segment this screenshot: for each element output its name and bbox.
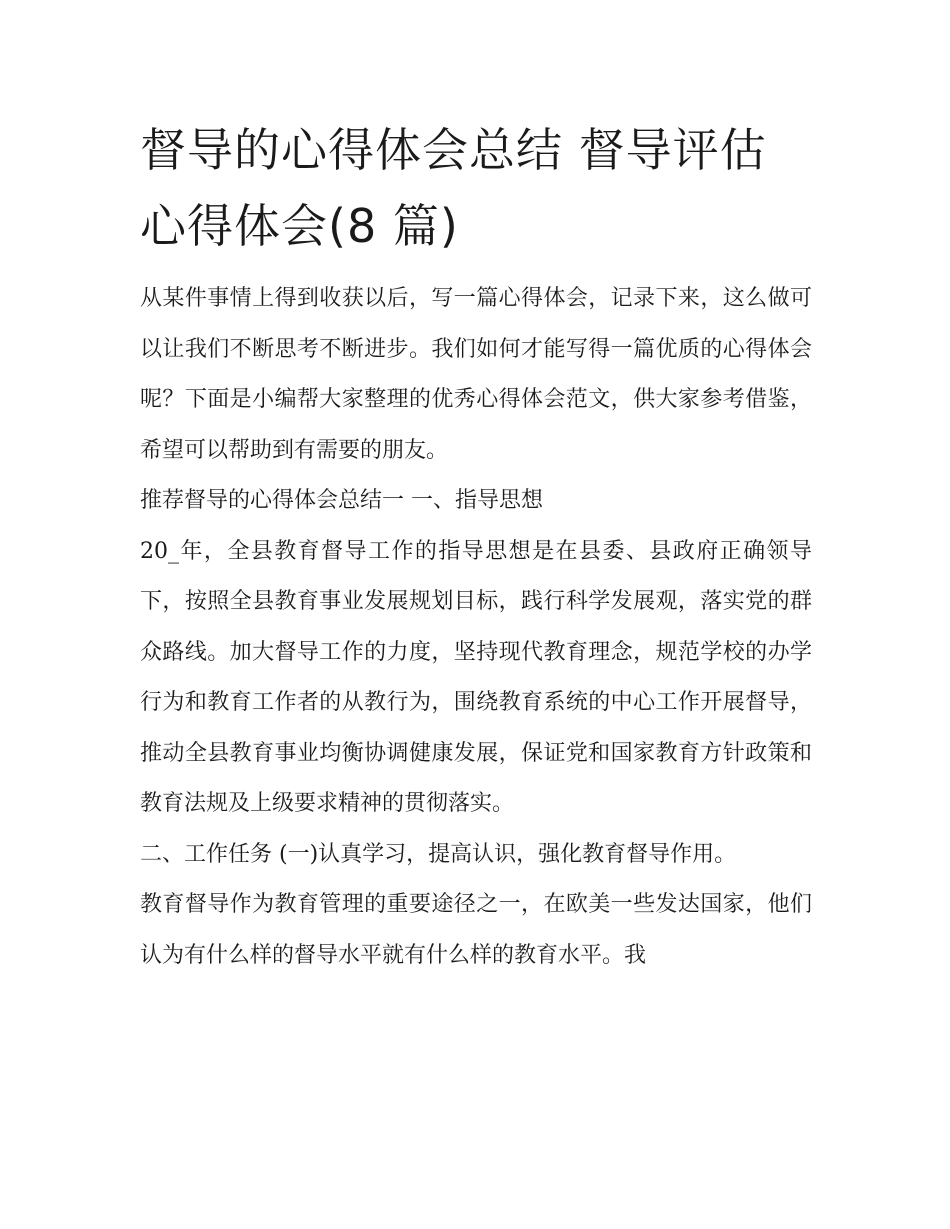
title-line-2: 心得体会(8 篇) [140, 199, 459, 253]
section-heading-guiding-thought: 推荐督导的心得体会总结一 一、指导思想 [140, 488, 543, 513]
intro-paragraph: 从某件事情上得到收获以后，写一篇心得体会，记录下来，这么做可以让我们不断思考不断进步。我们如何才能写得一篇优质的心得体会呢？下面是小编帮大家整理的优秀心得体会范文，供大家参考借鉴，希望可以帮助到有需要的朋友。 [140, 286, 812, 463]
title-line-1: 督导的心得体会总结 督导评估 [140, 123, 767, 177]
guiding-thought-paragraph: 20_年，全县教育督导工作的指导思想是在县委、县政府正确领导下，按照全县教育事业发展规划目标，践行科学发展观，落实党的群众路线。加大督导工作的力度，坚持现代教育理念，规范学校的办学行为和教育工作者的从教行为，围绕教育系统的中心工作开展督导，推动全县教育事业均衡协调健康发展，保证党和国家教育方针政策和教育法规及上级要求精神的贯彻落实。 [140, 538, 812, 816]
work-tasks-paragraph: 教育督导作为教育管理的重要途径之一，在欧美一些发达国家，他们认为有什么样的督导水平就有什么样的教育水平。我 [140, 892, 812, 968]
section-heading-work-tasks: 二、工作任务 (一)认真学习，提高认识，强化教育督导作用。 [140, 841, 737, 867]
document-title [140, 112, 816, 264]
document-page [140, 112, 816, 981]
